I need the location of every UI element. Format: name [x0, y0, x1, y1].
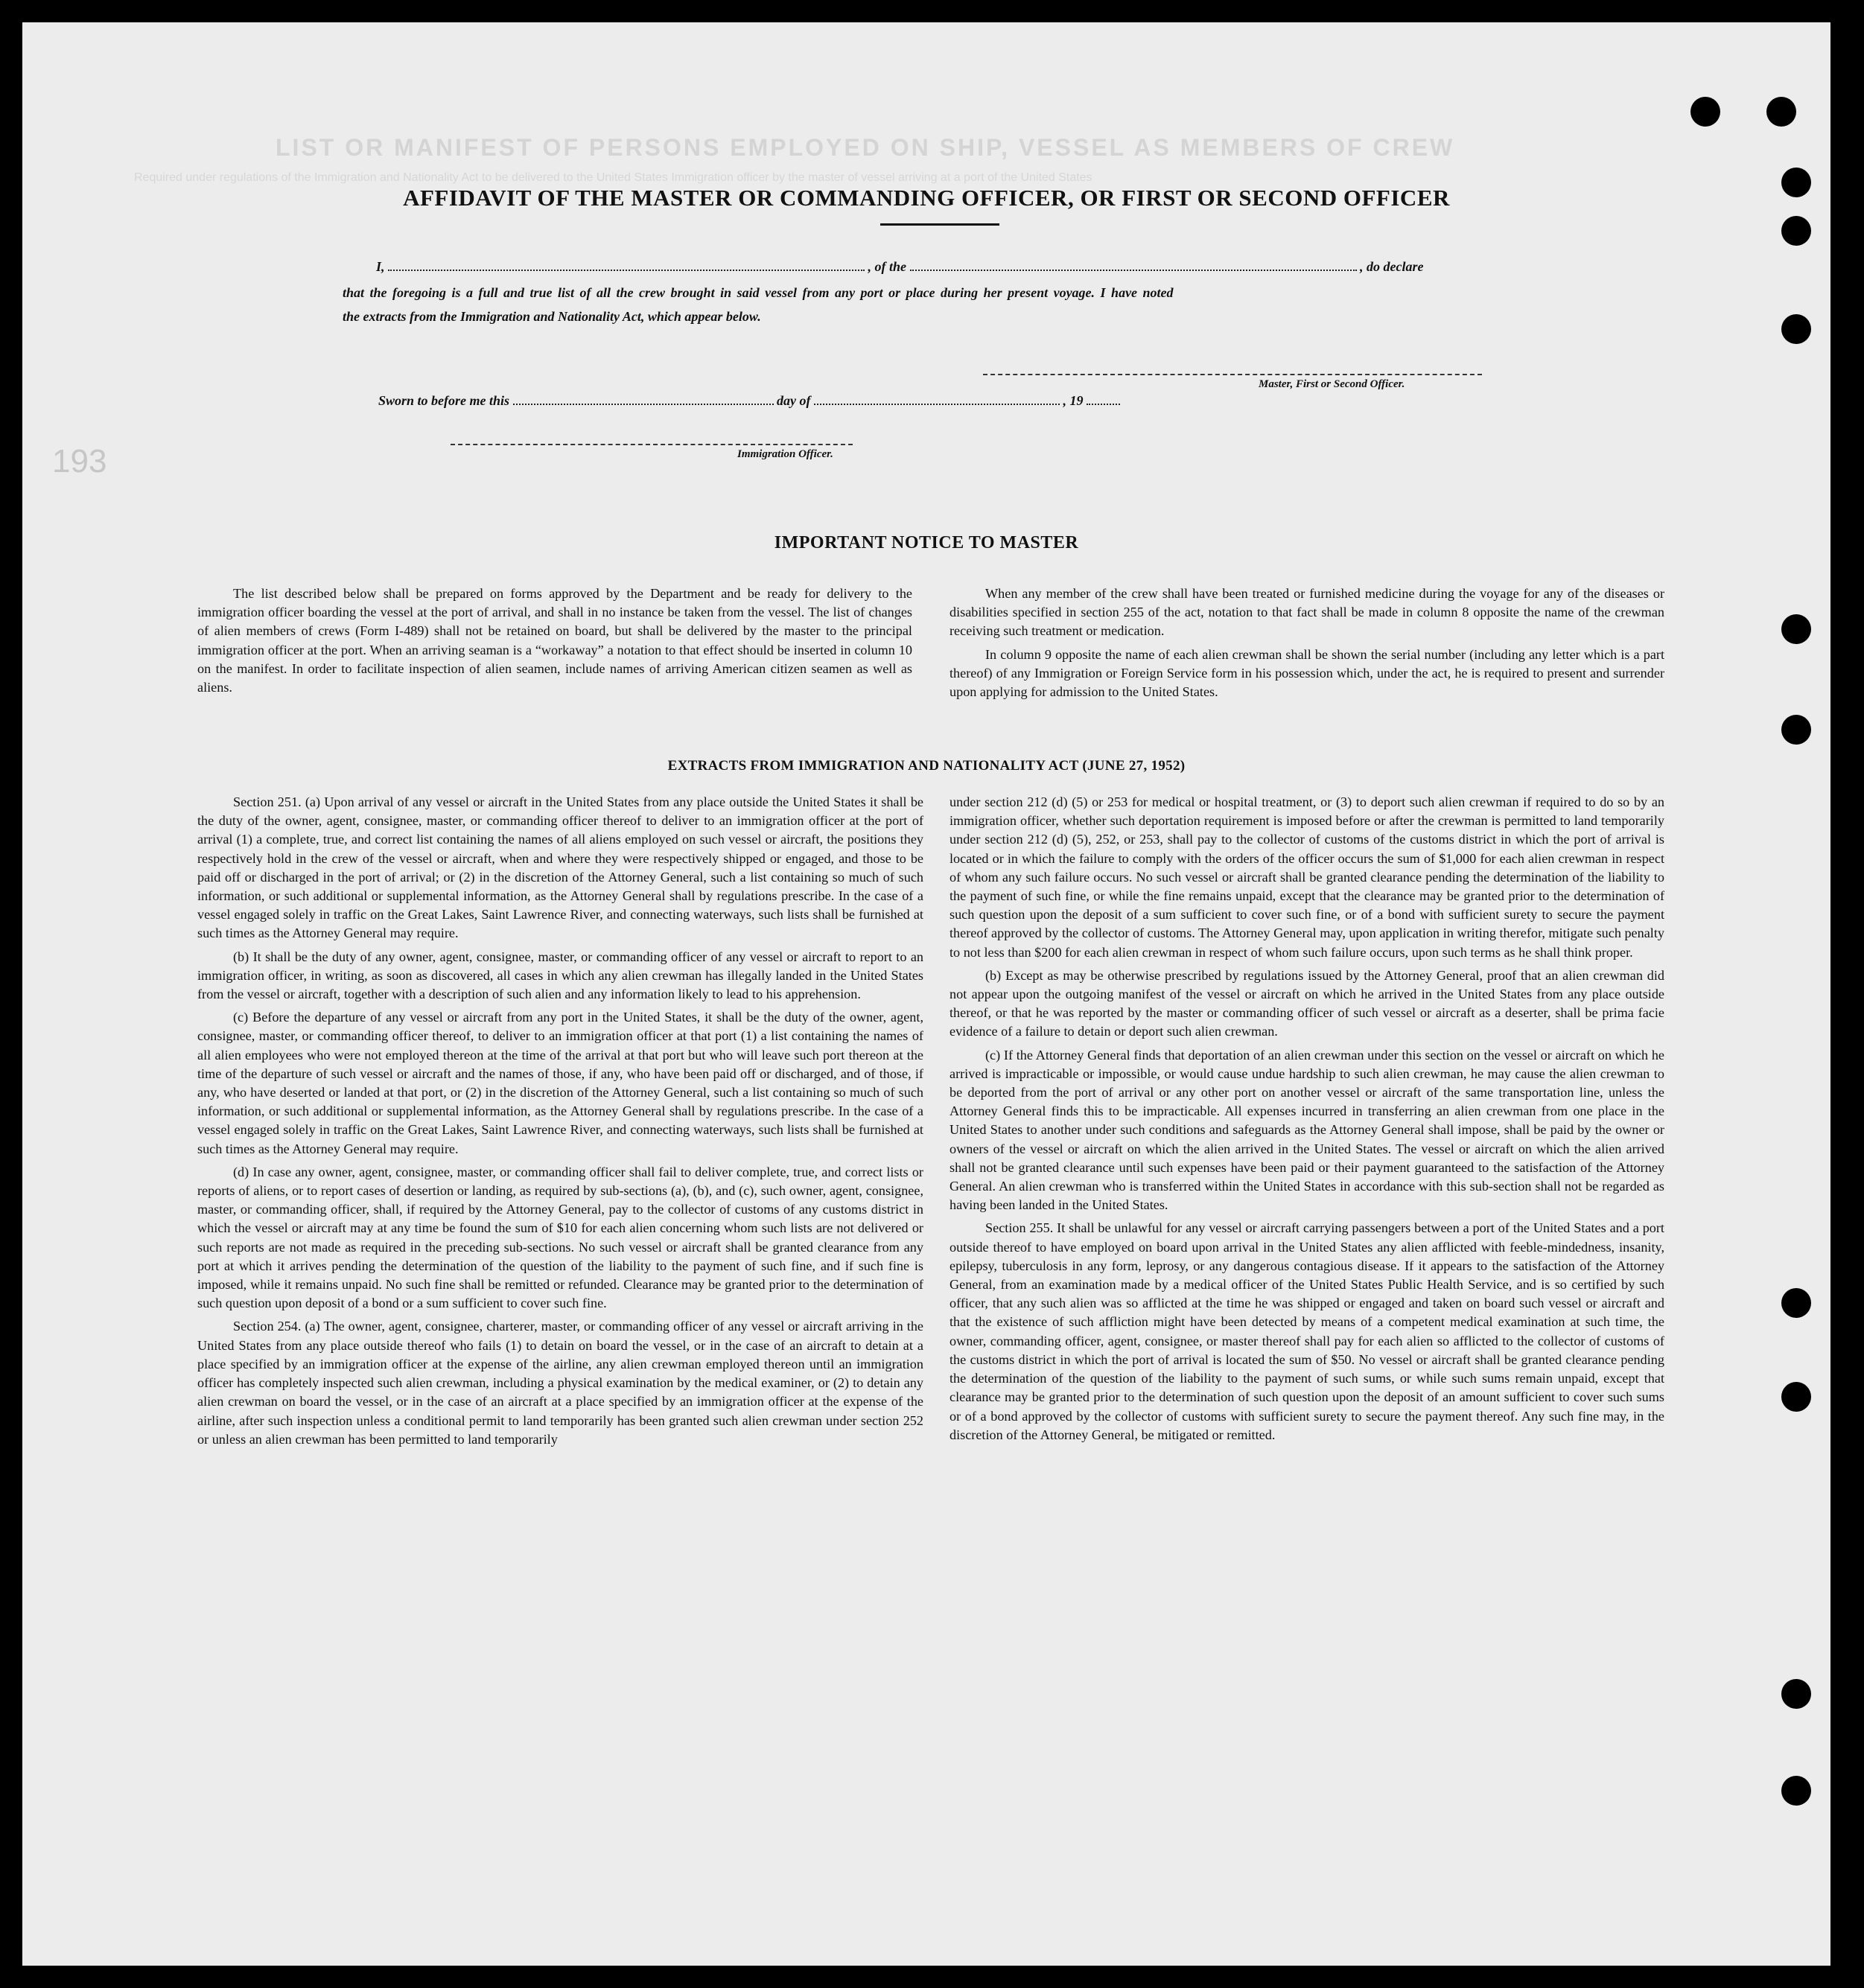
sworn-year-field[interactable]	[1087, 404, 1120, 405]
section-251-b: (b) It shall be the duty of any owner, agent, consignee, master, or commanding officer of any vessel or aircraft to report to an immigration officer, in writing, as soon as discovered, all cases in which any alien crewman has illegally landed in the United States from the vessel or aircraft, together with a description of such alien and any information likely to lead to his apprehension.	[197, 949, 923, 1002]
sworn-line	[378, 393, 1120, 409]
declare-label: , do declare	[1360, 259, 1424, 274]
section-254-c: (c) If the Attorney General finds that deportation of an alien crewman under this section on the vessel or aircraft on which he arrived is impracticable or impossible, or would cause undue hardship to such alien crewman, he may cause the alien crewman to be deported from the port of arrival or any other port on another vessel or aircraft of the same transportation line, unless the Attorney General finds this to be impracticable. All expenses incurred in transferring an alien crewman from one place in the United States to another under such conditions and safeguards as the Attorney General shall impose, shall be paid by the owner or owners of the vessel or aircraft on which the alien arrived in the United States. The vessel or aircraft on which the alien arrived shall not be granted clearance until such expenses have been paid or their payment guaranteed to the satisfaction of the Attorney General. An alien crewman who is transferred within the United States in accordance with this sub-section shall not be regarded as having been landed in the United States.	[950, 1047, 1664, 1213]
sworn-month-field[interactable]	[814, 404, 1060, 405]
punch-hole	[1781, 216, 1811, 246]
officer-signature-line[interactable]	[451, 444, 853, 445]
punch-hole	[1781, 614, 1811, 644]
punch-hole	[1781, 1776, 1811, 1806]
notice-right-paragraph-1: When any member of the crew shall have been treated or furnished medicine during the voyage for any of the diseases or disabilities specified in section 255 of the act, notation to that fact shall be made in column 8 opposite the name of the crewman receiving such treatment or medication.	[950, 586, 1664, 639]
master-caption: Master, First or Second Officer.	[1259, 378, 1405, 390]
extracts-left-column	[197, 793, 923, 1453]
section-251-c: (c) Before the departure of any vessel or aircraft from any port in the United States, it shall be the duty of the owner, agent, consignee, master, or commanding officer thereof, to deliver to an immigration officer at that port (1) a list containing the names of all alien employees who were not employed thereon at the time of the arrival at that port but who will leave such port thereon at the time of the departure of such vessel or aircraft and the names of those, if any, who have been paid off or discharged, and of those, if any, who have deserted or landed at that port, or (2) in the discretion of the Attorney General, such a list containing so much of such information, or such additional or supplemental information, as the Attorney General shall by regulations prescribe. In the case of a vessel engaged solely in traffic on the Great Lakes, Saint Lawrence River, and connecting waterways, such lists shall be furnished at such times as the Attorney General may require.	[197, 1010, 923, 1156]
notice-left	[197, 584, 912, 701]
notice-title: IMPORTANT NOTICE TO MASTER	[774, 533, 1079, 552]
punch-hole	[1781, 715, 1811, 745]
affidavit-title: AFFIDAVIT OF THE MASTER OR COMMANDING OFFICER, OR FIRST OR SECOND OFFICER	[403, 185, 1450, 211]
punch-hole	[1781, 314, 1811, 344]
section-254-a: Section 254. (a) The owner, agent, consignee, charterer, master, or commanding officer of any vessel or aircraft arriving in the United States from any place outside thereof who fails (1) to detain on board the vessel, or in the case of an aircraft to detain at a place specified by an immigration officer at the expense of the airline, any alien crewman employed thereon until an immigration officer has completely inspected such alien crewman, including a physical examination by the medical examiner, or (2) to detain any alien crewman on board the vessel, or in the case of an aircraft at a place specified by an immigration officer at the expense of the airline, after such inspection unless a conditional permit to land temporarily has been granted such alien crewman under section 252 or unless an alien crewman has been permitted to land temporarily	[197, 1319, 923, 1447]
affidavit-line-3: the extracts from the Immigration and Nationality Act, which appear below.	[343, 309, 761, 324]
master-signature-line[interactable]	[983, 374, 1482, 375]
section-255: Section 255. It shall be unlawful for any vessel or aircraft carrying passengers between a port of the United States and a port outside thereof to have employed on board upon arrival in the United States any alien afflicted with feeble-mindedness, insanity, epilepsy, tuberculosis in any form, leprosy, or any dangerous contagious disease. If it appears to the satisfaction of the Attorney General, from an examination made by a medical officer of the United States Public Health Service, and is so certified by such officer, that any such alien was so afflicted at the time he was shipped or engaged and taken on board such vessel or aircraft and that the existence of such affliction might have been detected by means of a competent medical examination at such time, the owner, commanding officer, agent, consignee, or master thereof shall pay for each alien so afflicted to the collector of customs of the customs district in which the port of arrival is located the sum of $50. No vessel or aircraft shall be granted clearance pending the determination of the question of the liability to the payment of such sums, or while such sums remain unpaid, except that clearance may be granted prior to the determination of such question upon the deposit of an amount sufficient to cover such sums or of a bond approved by the collector of customs with sufficient surety to secure the payment thereof. Any such fine may, in the discretion of the Attorney General, be mitigated or remitted.	[950, 1220, 1664, 1442]
name-field[interactable]	[388, 270, 865, 271]
vessel-field[interactable]	[910, 270, 1357, 271]
ghost-page-number: 193	[52, 443, 107, 480]
title-rule	[880, 223, 999, 226]
punch-hole	[1766, 97, 1796, 127]
punch-hole	[1781, 1288, 1811, 1318]
section-251-d: (d) In case any owner, agent, consignee, master, or commanding officer shall fail to deliver complete, true, and correct lists or reports of aliens, or to report cases of desertion or landing, as required by sub-sections (a), (b), and (c), such owner, agent, consignee, master, or commanding officer, shall, if required by the Attorney General, pay to the collector of customs of any customs district in which the vessel or aircraft may at any time be found the sum of $10 for each alien concerning whom such lists are not delivered or such reports are not made as required in the preceding sub-sections. No such vessel or aircraft shall be granted clearance from any port at which it arrives pending the determination of the question of the liability to the payment of such fine, and if such fine is imposed, while it remains unpaid. No such fine shall be remitted or refunded. Clearance may be granted prior to the determination of such question upon deposit of a bond or a sum sufficient to cover such fine.	[197, 1164, 923, 1311]
section-251-a: Section 251. (a) Upon arrival of any vessel or aircraft in the United States from any place outside the United States it shall be the duty of the owner, agent, consignee, master, or commanding officer thereof to deliver to an immigration officer at the port of arrival (1) a complete, true, and correct list containing the names of all aliens employed on such vessel or aircraft, the positions they respectively hold in the crew of the vessel or aircraft, when and where they were respectively shipped or engaged, and those to be paid off or discharged in the port of arrival; or (2) in the discretion of the Attorney General, such a list containing so much of such information, or such additional or supplemental information, as the Attorney General shall by regulations prescribe. In the case of a vessel engaged solely in traffic on the Great Lakes, Saint Lawrence River, and connecting waterways, such lists shall be furnished at such times as the Attorney General may require.	[197, 794, 923, 941]
officer-caption: Immigration Officer.	[737, 448, 833, 460]
notice-right-paragraph-2: In column 9 opposite the name of each alien crewman shall be shown the serial number (including any letter which is a part thereof) of any Immigration or Foreign Service form in his possession which, under the act, he is required to present and surrender upon applying for admission to the United States.	[950, 646, 1664, 700]
ghost-subline: Required under regulations of the Immigration and Nationality Act to be delivered to the United States Immigration officer by the master of vessel arriving at a port of the United States	[134, 171, 1092, 184]
affidavit-line-2: that the foregoing is a full and true list of all the crew brought in said vessel from any port or place during her present voyage. I have noted	[343, 285, 1174, 300]
extracts-title: EXTRACTS FROM IMMIGRATION AND NATIONALITY ACT (JUNE 27, 1952)	[667, 758, 1186, 774]
punch-hole	[1781, 1679, 1811, 1709]
document-page	[22, 22, 1830, 1966]
day-of-label: day of	[777, 393, 811, 408]
notice-left-paragraph: The list described below shall be prepared on forms approved by the Department and be ready for delivery to the immigration officer boarding the vessel at the port of arrival, and shall in no instance be taken from the vessel. The list of changes of alien members of crews (Form I-489) shall not be retained on board, but shall be delivered by the master to the principal immigration officer at the port. When an arriving seaman is a “workaway” a notation to that effect should be inserted in column 10 on the manifest. In order to facilitate inspection of alien seamen, include names of arriving American citizen seamen as well as aliens.	[197, 586, 912, 695]
section-254-a-continued: under section 212 (d) (5) or 253 for medical or hospital treatment, or (3) to deport such alien crewman if required to do so by an immigration officer, whether such deportation requirement is imposed before or after the crewman is permitted to land temporarily under section 212 (d) (5), 252, or 253, shall pay to the collector of customs of the customs district in which the port of arrival is located or in which the failure to comply with the orders of the officer occurs the sum of $1,000 for each alien crewman in respect of whom any such failure occurs. No such vessel or aircraft shall be granted clearance pending the determination of the liability to the payment of such fine, or while the fine remains unpaid, except that the clearance may be granted prior to the determination of such question upon the deposit of a sum sufficient to cover such fine, or of a bond with sufficient surety to secure the payment thereof approved by the collector of customs. The Attorney General may, upon application in writing therefor, mitigate such penalty to not less than $200 for each alien crewman in respect of whom such failure occurs, upon such terms as he shall think proper.	[950, 794, 1664, 960]
punch-hole	[1690, 97, 1720, 127]
section-254-b: (b) Except as may be otherwise prescribed by regulations issued by the Attorney General, proof that an alien crewman did not appear upon the outgoing manifest of the vessel or aircraft on which he arrived in the United States from any place outside thereof, or that he was reported by the master or commanding officer of such vessel or aircraft as a deserter, shall be prima facie evidence of a failure to detain or deport such alien crewman.	[950, 967, 1664, 1039]
sworn-label: Sworn to before me this	[378, 393, 510, 408]
ghost-title: LIST OR MANIFEST OF PERSONS EMPLOYED ON SHIP, VESSEL AS MEMBERS OF CREW	[276, 134, 1455, 161]
notice-right	[950, 584, 1664, 706]
affidavit-line-1	[376, 259, 1424, 275]
i-label: I,	[376, 259, 385, 274]
year-prefix: , 19	[1063, 393, 1084, 408]
extracts-right-column	[950, 793, 1664, 1449]
of-the-label: , of the	[868, 259, 907, 274]
sworn-day-field[interactable]	[513, 404, 774, 405]
punch-hole	[1781, 1382, 1811, 1412]
